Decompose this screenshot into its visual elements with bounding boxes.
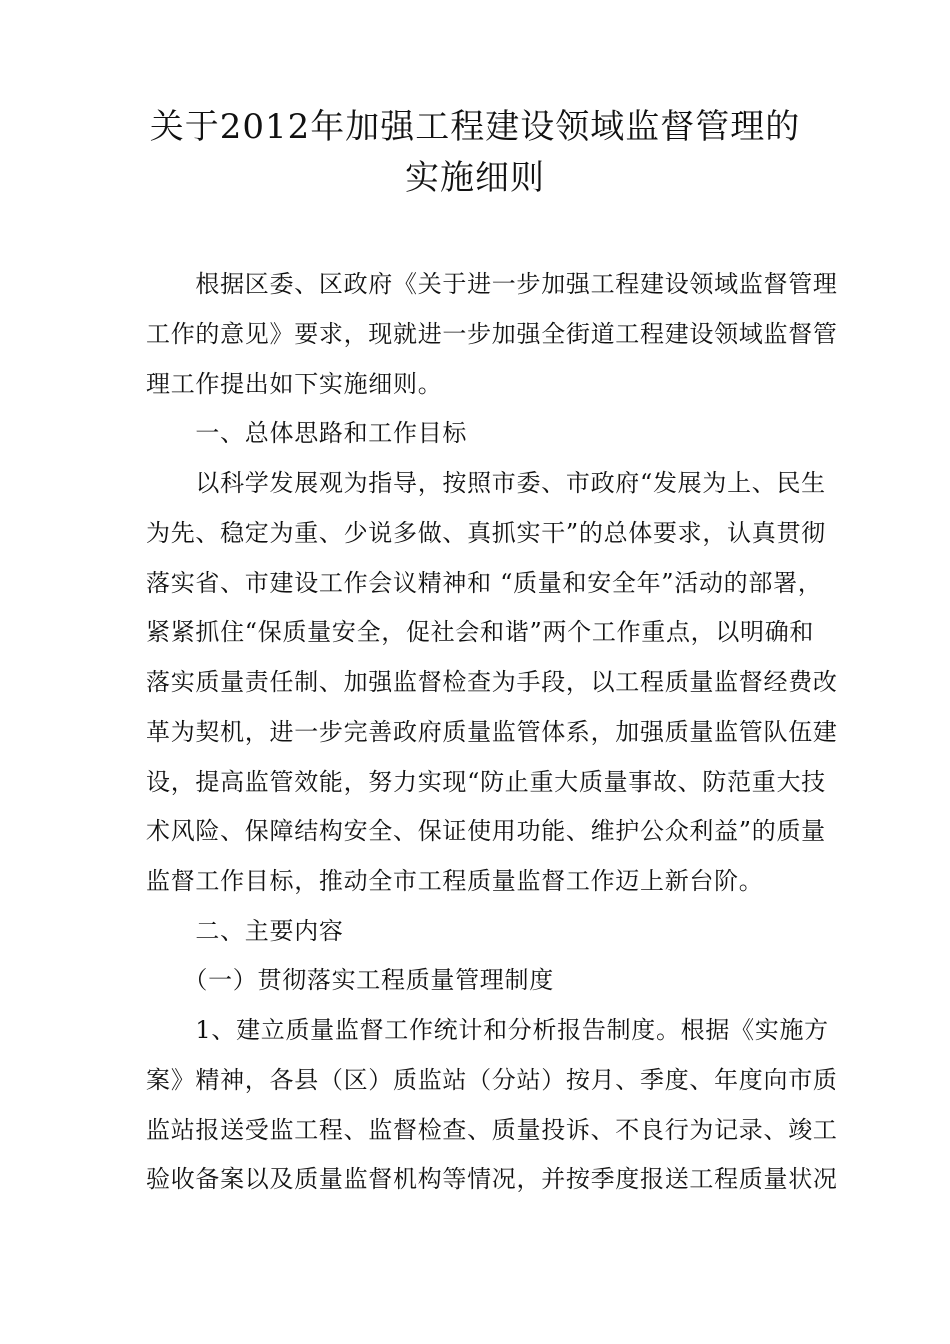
body-line-3: 理工作提出如下实施细则。 [146,370,443,398]
body-line-7: 落实省、市建设工作会议精神和 “质量和安全年”活动的部署， [146,569,823,597]
body-line-18: 监站报送受监工程、监督检查、质量投诉、不良行为记录、竣工 [146,1116,838,1144]
body-line-9: 落实质量责任制、加强监督检查为手段，以工程质量监督经费改 [146,668,838,696]
body-line-8: 紧紧抓住“保质量安全，促社会和谐”两个工作重点，以明确和 [146,618,815,646]
body-line-17: 案》精神，各县（区）质监站（分站）按月、季度、年度向市质 [146,1066,838,1094]
body-line-19: 验收备案以及质量监督机构等情况，并按季度报送工程质量状况 [146,1165,838,1193]
body-line-10: 革为契机，进一步完善政府质量监管体系，加强质量监管队伍建 [146,718,838,746]
body-line-13: 监督工作目标，推动全市工程质量监督工作迈上新台阶。 [146,867,764,895]
body-line-5: 以科学发展观为指导，按照市委、市政府“发展为上、民生 [146,469,826,497]
body-line-1: 根据区委、区政府《关于进一步加强工程建设领域监督管理 [146,270,838,298]
body-line-6: 为先、稳定为重、少说多做、真抓实干”的总体要求，认真贯彻 [146,519,826,547]
document-title-line-1: 关于2012年加强工程建设领域监督管理的 [149,107,801,147]
section-heading-2: 二、主要内容 [146,917,344,945]
body-line-11: 设，提高监管效能，努力实现“防止重大质量事故、防范重大技 [146,768,826,796]
body-line-16: 1、建立质量监督工作统计和分析报告制度。根据《实施方 [146,1016,829,1044]
subsection-heading-1: （一）贯彻落实工程质量管理制度 [146,966,554,994]
body-line-12: 术风险、保障结构安全、保证使用功能、维护公众利益”的质量 [146,817,826,845]
document-title-line-2: 实施细则 [405,158,545,198]
body-line-2: 工作的意见》要求，现就进一步加强全街道工程建设领域监督管 [146,320,838,348]
section-heading-1: 一、总体思路和工作目标 [146,419,468,447]
